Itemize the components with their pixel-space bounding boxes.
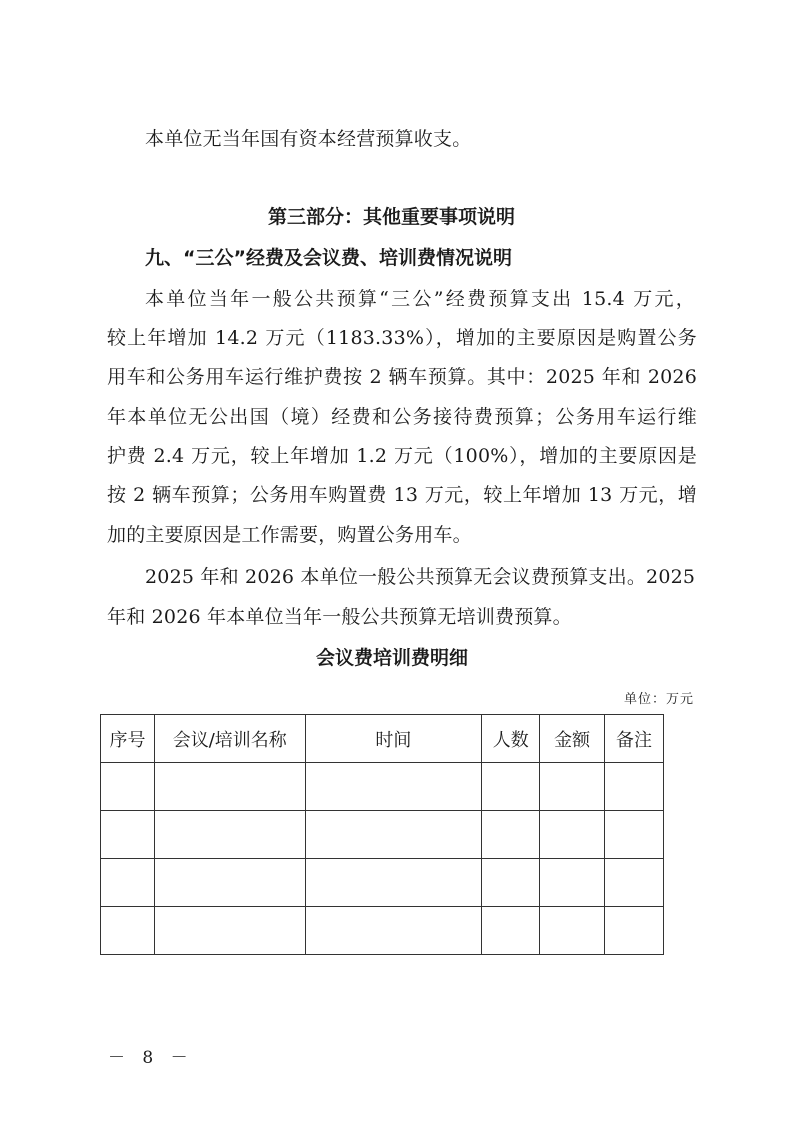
paragraph-line: 本单位当年一般公共预算“三公”经费预算支出 15.4 万元，	[145, 288, 695, 310]
header-remarks: 备注	[605, 715, 664, 763]
table-cell	[605, 763, 664, 811]
table-row	[101, 811, 664, 859]
table-cell	[154, 811, 305, 859]
table-row	[101, 859, 664, 907]
table-cell	[154, 763, 305, 811]
table-row	[101, 907, 664, 955]
table-cell	[540, 763, 605, 811]
header-serial: 序号	[101, 715, 155, 763]
table-cell	[482, 811, 540, 859]
paragraph-line: 2025 年和 2026 本单位一般公共预算无会议费预算支出。2025	[145, 566, 696, 588]
table-cell	[101, 763, 155, 811]
unit-label: 单位：万元	[623, 692, 694, 707]
table-cell	[101, 811, 155, 859]
table-cell	[305, 859, 482, 907]
paragraph-no-state-capital: 本单位无当年国有资本经营预算收支。	[145, 128, 472, 150]
header-name: 会议/培训名称	[154, 715, 305, 763]
table-header-row	[101, 715, 664, 763]
page-number: － 8 －	[108, 1048, 194, 1068]
paragraph-line: 按 2 辆车预算；公务用车购置费 13 万元，较上年增加 13 万元，增	[107, 484, 697, 506]
table-cell	[101, 859, 155, 907]
paragraph-line: 年本单位无公出国（境）经费和公务接待费预算；公务用车运行维	[107, 406, 697, 428]
section9-heading: 九、“三公”经费及会议费、培训费情况说明	[145, 247, 512, 269]
table-cell	[605, 811, 664, 859]
table-cell	[154, 907, 305, 955]
table-cell	[540, 811, 605, 859]
table-title: 会议费培训费明细	[316, 647, 469, 669]
table-cell	[482, 907, 540, 955]
table-cell	[605, 907, 664, 955]
part3-heading: 第三部分：其他重要事项说明	[268, 206, 516, 228]
meeting-training-table	[100, 714, 664, 955]
table-cell	[154, 859, 305, 907]
table-cell	[305, 907, 482, 955]
table-cell	[101, 907, 155, 955]
table-cell	[540, 907, 605, 955]
header-amount: 金额	[540, 715, 605, 763]
table-cell	[605, 859, 664, 907]
header-time: 时间	[305, 715, 482, 763]
header-count: 人数	[482, 715, 540, 763]
table-cell	[305, 763, 482, 811]
table-cell	[540, 859, 605, 907]
table-cell	[482, 763, 540, 811]
paragraph-line: 用车和公务用车运行维护费按 2 辆车预算。其中：2025 年和 2026	[107, 366, 697, 388]
paragraph-line: 较上年增加 14.2 万元（1183.33%），增加的主要原因是购置公务	[107, 327, 697, 349]
paragraph-line: 年和 2026 年本单位当年一般公共预算无培训费预算。	[107, 606, 572, 628]
table-cell	[482, 859, 540, 907]
paragraph-line: 护费 2.4 万元，较上年增加 1.2 万元（100%），增加的主要原因是	[107, 445, 697, 467]
paragraph-line: 加的主要原因是工作需要，购置公务用车。	[107, 524, 472, 546]
table-row	[101, 763, 664, 811]
table-cell	[305, 811, 482, 859]
